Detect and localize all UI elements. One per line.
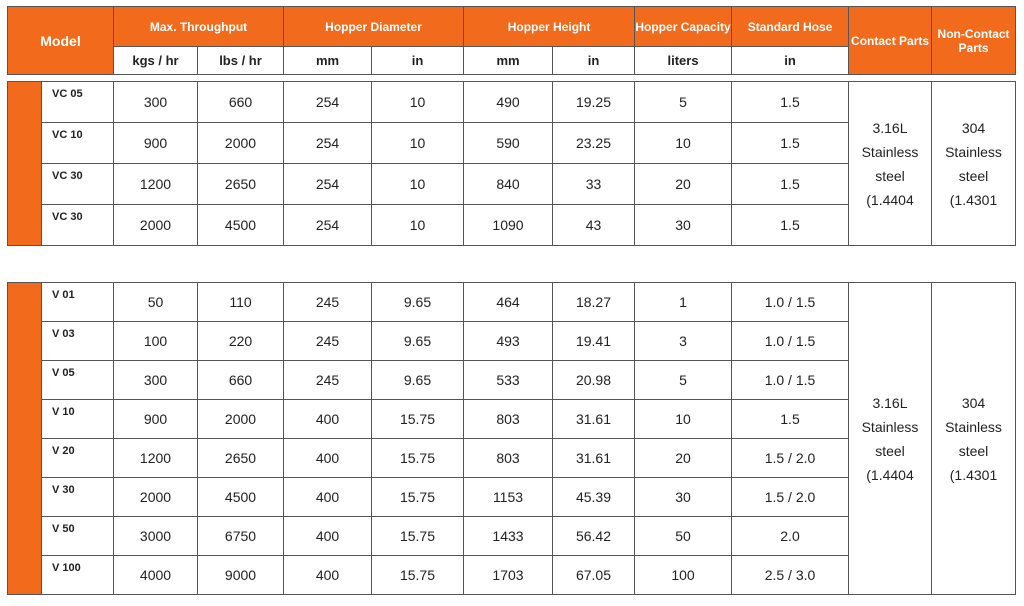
value-cell: 10 xyxy=(635,400,732,439)
value-cell: 30 xyxy=(635,478,732,517)
value-cell: 10 xyxy=(372,82,464,123)
value-cell: 31.61 xyxy=(553,439,635,478)
value-cell: 493 xyxy=(464,322,553,361)
value-cell: 1.5 xyxy=(732,205,849,246)
series-label xyxy=(8,82,42,246)
value-cell: 18.27 xyxy=(553,283,635,322)
value-cell: 45.39 xyxy=(553,478,635,517)
value-cell: 900 xyxy=(114,400,198,439)
spec-table-header xyxy=(7,6,1016,75)
value-cell: 300 xyxy=(114,361,198,400)
value-cell: 2650 xyxy=(198,439,284,478)
unit-cell: liters xyxy=(635,47,732,75)
non-contact-parts-cell: 304 Stainless steel (1.4301 xyxy=(932,82,1016,246)
value-cell: 31.61 xyxy=(553,400,635,439)
value-cell: 1.0 / 1.5 xyxy=(732,322,849,361)
value-cell: 3 xyxy=(635,322,732,361)
unit-cell: mm xyxy=(284,47,372,75)
model-cell: V 30 xyxy=(42,478,114,517)
value-cell: 50 xyxy=(114,283,198,322)
value-cell: 464 xyxy=(464,283,553,322)
value-cell: 533 xyxy=(464,361,553,400)
value-cell: 110 xyxy=(198,283,284,322)
value-cell: 400 xyxy=(284,439,372,478)
value-cell: 50 xyxy=(635,517,732,556)
value-cell: 1153 xyxy=(464,478,553,517)
value-cell: 9.65 xyxy=(372,283,464,322)
unit-cell: in xyxy=(732,47,849,75)
value-cell: 6750 xyxy=(198,517,284,556)
value-cell: 1.5 xyxy=(732,400,849,439)
value-cell: 803 xyxy=(464,439,553,478)
value-cell: 23.25 xyxy=(553,123,635,164)
value-cell: 1 xyxy=(635,283,732,322)
model-cell: V 10 xyxy=(42,400,114,439)
model-cell: VC 30 xyxy=(42,164,114,205)
value-cell: 2.5 / 3.0 xyxy=(732,556,849,595)
value-cell: 2000 xyxy=(114,478,198,517)
value-cell: 20 xyxy=(635,164,732,205)
value-cell: 1.0 / 1.5 xyxy=(732,361,849,400)
header-contact-parts: Contact Parts xyxy=(849,7,932,75)
model-cell: V 01 xyxy=(42,283,114,322)
header-standard-hose: Standard Hose xyxy=(732,7,849,47)
value-cell: 840 xyxy=(464,164,553,205)
value-cell: 15.75 xyxy=(372,517,464,556)
model-cell: V 50 xyxy=(42,517,114,556)
value-cell: 1200 xyxy=(114,439,198,478)
unit-cell: in xyxy=(372,47,464,75)
header-model: Model xyxy=(8,7,114,75)
value-cell: 9.65 xyxy=(372,361,464,400)
value-cell: 5 xyxy=(635,82,732,123)
value-cell: 400 xyxy=(284,517,372,556)
value-cell: 590 xyxy=(464,123,553,164)
value-cell: 9000 xyxy=(198,556,284,595)
value-cell: 56.42 xyxy=(553,517,635,556)
value-cell: 1090 xyxy=(464,205,553,246)
value-cell: 245 xyxy=(284,283,372,322)
value-cell: 4500 xyxy=(198,478,284,517)
value-cell: 1.5 xyxy=(732,82,849,123)
value-cell: 10 xyxy=(635,123,732,164)
value-cell: 1.5 xyxy=(732,123,849,164)
value-cell: 2650 xyxy=(198,164,284,205)
header-hopper-diameter: Hopper Diameter xyxy=(284,7,464,47)
value-cell: 3000 xyxy=(114,517,198,556)
contact-parts-cell: 3.16L Stainless steel (1.4404 xyxy=(849,283,932,595)
value-cell: 1703 xyxy=(464,556,553,595)
header-hopper-height: Hopper Height xyxy=(464,7,635,47)
value-cell: 400 xyxy=(284,556,372,595)
value-cell: 100 xyxy=(114,322,198,361)
value-cell: 2000 xyxy=(198,123,284,164)
value-cell: 1.5 / 2.0 xyxy=(732,478,849,517)
value-cell: 43 xyxy=(553,205,635,246)
v-series-table xyxy=(7,282,1016,595)
model-cell: V 20 xyxy=(42,439,114,478)
value-cell: 20.98 xyxy=(553,361,635,400)
unit-cell: kgs / hr xyxy=(114,47,198,75)
value-cell: 10 xyxy=(372,205,464,246)
value-cell: 1.5 / 2.0 xyxy=(732,439,849,478)
header-max-throughput: Max. Throughput xyxy=(114,7,284,47)
model-cell: V 05 xyxy=(42,361,114,400)
value-cell: 254 xyxy=(284,123,372,164)
value-cell: 5 xyxy=(635,361,732,400)
model-cell: VC 10 xyxy=(42,123,114,164)
contact-parts-cell: 3.16L Stainless steel (1.4404 xyxy=(849,82,932,246)
value-cell: 1.5 xyxy=(732,164,849,205)
value-cell: 300 xyxy=(114,82,198,123)
value-cell: 254 xyxy=(284,82,372,123)
header-non-contact-parts: Non-Contact Parts xyxy=(932,7,1016,75)
value-cell: 803 xyxy=(464,400,553,439)
value-cell: 1433 xyxy=(464,517,553,556)
value-cell: 100 xyxy=(635,556,732,595)
value-cell: 30 xyxy=(635,205,732,246)
value-cell: 1200 xyxy=(114,164,198,205)
value-cell: 2000 xyxy=(198,400,284,439)
value-cell: 67.05 xyxy=(553,556,635,595)
value-cell: 1.0 / 1.5 xyxy=(732,283,849,322)
value-cell: 490 xyxy=(464,82,553,123)
model-cell: V 03 xyxy=(42,322,114,361)
value-cell: 2.0 xyxy=(732,517,849,556)
value-cell: 15.75 xyxy=(372,400,464,439)
unit-cell: lbs / hr xyxy=(198,47,284,75)
unit-cell: in xyxy=(553,47,635,75)
value-cell: 19.25 xyxy=(553,82,635,123)
value-cell: 9.65 xyxy=(372,322,464,361)
value-cell: 245 xyxy=(284,322,372,361)
value-cell: 660 xyxy=(198,361,284,400)
value-cell: 660 xyxy=(198,82,284,123)
value-cell: 19.41 xyxy=(553,322,635,361)
value-cell: 254 xyxy=(284,205,372,246)
value-cell: 10 xyxy=(372,123,464,164)
value-cell: 400 xyxy=(284,478,372,517)
non-contact-parts-cell: 304 Stainless steel (1.4301 xyxy=(932,283,1016,595)
model-cell: VC 30 xyxy=(42,205,114,246)
unit-cell: mm xyxy=(464,47,553,75)
value-cell: 245 xyxy=(284,361,372,400)
value-cell: 400 xyxy=(284,400,372,439)
vc-series-table xyxy=(7,81,1016,246)
value-cell: 4000 xyxy=(114,556,198,595)
value-cell: 900 xyxy=(114,123,198,164)
value-cell: 4500 xyxy=(198,205,284,246)
value-cell: 15.75 xyxy=(372,478,464,517)
header-hopper-capacity: Hopper Capacity xyxy=(635,7,732,47)
value-cell: 15.75 xyxy=(372,556,464,595)
value-cell: 20 xyxy=(635,439,732,478)
value-cell: 254 xyxy=(284,164,372,205)
value-cell: 220 xyxy=(198,322,284,361)
table-row xyxy=(8,283,1016,322)
table-row xyxy=(8,82,1016,123)
model-cell: VC 05 xyxy=(42,82,114,123)
value-cell: 10 xyxy=(372,164,464,205)
value-cell: 2000 xyxy=(114,205,198,246)
model-cell: V 100 xyxy=(42,556,114,595)
series-label xyxy=(8,283,42,595)
value-cell: 15.75 xyxy=(372,439,464,478)
value-cell: 33 xyxy=(553,164,635,205)
